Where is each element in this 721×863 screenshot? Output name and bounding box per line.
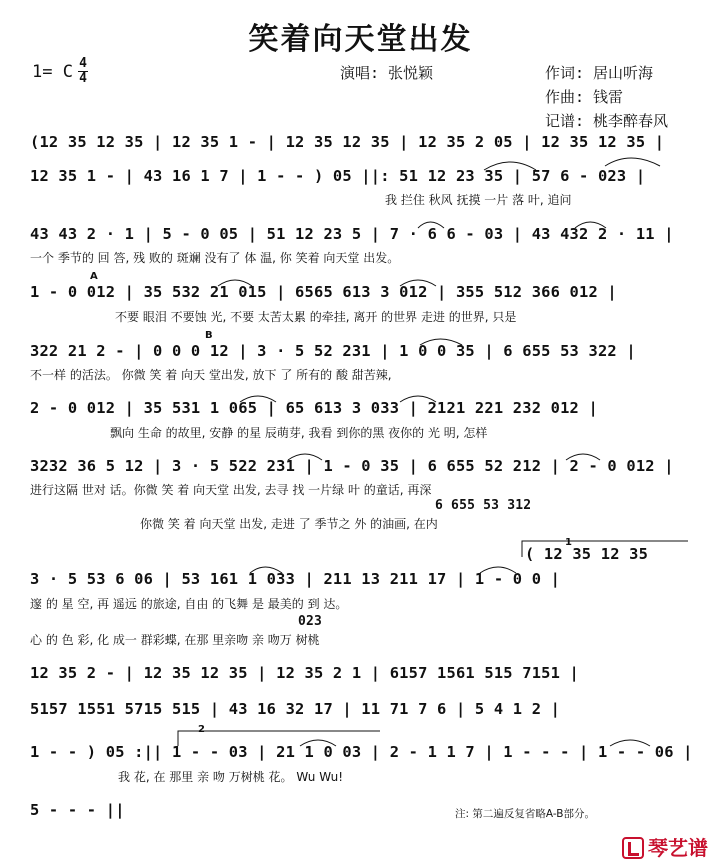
- tie-mark: [420, 339, 462, 345]
- rehearsal-mark-b: B: [205, 330, 213, 341]
- song-title: 笑着向天堂出发: [248, 22, 473, 57]
- transcriber-credit: 记谱: 桃李醉春风: [545, 112, 669, 130]
- alt-melody-9: 023: [298, 614, 323, 629]
- volta-1-label: 1: [565, 537, 572, 548]
- key-signature: 1= C: [32, 62, 73, 82]
- lyric-line-7b: 你微 笑 着 向天堂 出发, 走进 了 季节之 外 的油画, 在内: [140, 517, 438, 531]
- lyric-line-4: 不要 眼泪 不要蚀 光, 不要 太苦太累 的牵挂, 离开 的世界 走进 的世界, 只是: [115, 310, 517, 324]
- tie-mark: [400, 280, 436, 286]
- tie-mark: [400, 396, 436, 402]
- score-line-5: 322 21 2 - | 0 0 0 12 | 3 · 5 52 231 | 1 0 0 35 | 6 655 53 322 |: [30, 342, 636, 360]
- score-line-8: 3 · 5 53 6 06 | 53 161 1 033 | 211 13 211 17 | 1 - 0 0 |: [30, 570, 561, 588]
- score-line-12: 1 - - ) 05 :|| 1 - - 03 | 21 1 0 03 | 2 - 1 1 7 | 1 - - - | 1 - - 06 |: [30, 743, 693, 761]
- tie-mark: [566, 454, 600, 460]
- singer-credit: 演唱: 张悦颖: [340, 64, 434, 82]
- rehearsal-mark-a: A: [90, 271, 98, 282]
- score-line-1: (12 35 12 35 | 12 35 1 - | 12 35 12 35 | 12 35 2 05 | 12 35 12 35 |: [30, 133, 665, 151]
- score-line-3: 43 43 2 · 1 | 5 - 0 05 | 51 12 23 5 | 7 · 6 6 - 03 | 43 432 2 · 11 |: [30, 225, 674, 243]
- logo-text: 琴艺谱: [648, 836, 708, 860]
- lyric-line-7a: 进行这隔 世对 话。你微 笑 着 向天堂 出发, 去寻 找 一片绿 叶 的童话, 再深: [30, 483, 432, 497]
- tie-mark: [484, 162, 536, 170]
- score-line-8-upper: ( 12 35 12 35: [525, 545, 649, 563]
- tie-mark: [480, 567, 516, 573]
- lyric-line-2: 我 拦住 秋风 抚摸 一片 落 叶, 追问: [385, 193, 572, 207]
- score-line-10: 12 35 2 - | 12 35 12 35 | 12 35 2 1 | 6157 1561 515 7151 |: [30, 664, 580, 682]
- logo-icon: [622, 837, 644, 859]
- volta-2-bracket: [178, 731, 380, 746]
- tie-mark: [605, 158, 660, 166]
- lyric-line-8: 邃 的 星 空, 再 遥远 的旅途, 自由 的飞舞 是 最美的 到 达。: [30, 597, 348, 611]
- site-logo[interactable]: [622, 832, 708, 861]
- footnote: 注: 第二遍反复省略A-B部分。: [455, 808, 595, 820]
- lyric-line-3: 一个 季节的 回 答, 残 败的 斑斓 没有了 体 温, 你 笑着 向天堂 出发。: [30, 251, 400, 265]
- score-line-2: 12 35 1 - | 43 16 1 7 | 1 - - ) 05 ||: 51 12 23 35 | 57 6 - 023 |: [30, 167, 646, 185]
- lyricist-credit: 作词: 居山听海: [545, 64, 654, 82]
- composer-credit: 作曲: 钱雷: [545, 88, 624, 106]
- tie-mark: [418, 222, 444, 228]
- score-line-7: 3232 36 5 12 | 3 · 5 522 231 | 1 - 0 35 | 6 655 52 212 | 2 - 0 012 |: [30, 457, 674, 475]
- volta-1-bracket: [522, 541, 688, 557]
- score-line-4: 1 - 0 012 | 35 532 21 015 | 6565 613 3 012 | 355 512 366 012 |: [30, 283, 617, 301]
- time-signature-bottom: 4: [79, 71, 87, 86]
- score-line-11: 5157 1551 5715 515 | 43 16 32 17 | 11 71 7 6 | 5 4 1 2 |: [30, 700, 561, 718]
- lyric-line-5: 不一样 的活法。 你微 笑 着 向天 堂出发, 放下 了 所有的 酸 甜苦辣,: [30, 368, 392, 382]
- time-signature-top: 4: [79, 56, 87, 71]
- lyric-line-9: 心 的 色 彩, 化 成一 群彩蝶, 在那 里亲吻 亲 吻万 树桃: [30, 633, 320, 647]
- score-line-6: 2 - 0 012 | 35 531 1 065 | 65 613 3 033 | 2121 221 232 012 |: [30, 399, 598, 417]
- tie-mark: [575, 222, 606, 228]
- tie-mark: [240, 396, 276, 402]
- tie-mark: [610, 740, 650, 746]
- score-line-13: 5 - - - ||: [30, 801, 125, 819]
- alt-melody-7: 6 655 53 312: [435, 498, 532, 513]
- tie-mark: [250, 567, 282, 573]
- lyric-line-6: 飘向 生命 的故里, 安静 的星 辰萌芽, 我看 到你的黑 夜你的 光 明, 怎样: [110, 426, 488, 440]
- lyric-line-12: 我 花, 在 那里 亲 吻 万树桃 花。 Wu Wu!: [118, 770, 344, 784]
- volta-2-label: 2: [198, 724, 205, 735]
- tie-mark: [288, 454, 322, 460]
- tie-mark: [218, 280, 252, 286]
- tie-mark: [300, 740, 336, 746]
